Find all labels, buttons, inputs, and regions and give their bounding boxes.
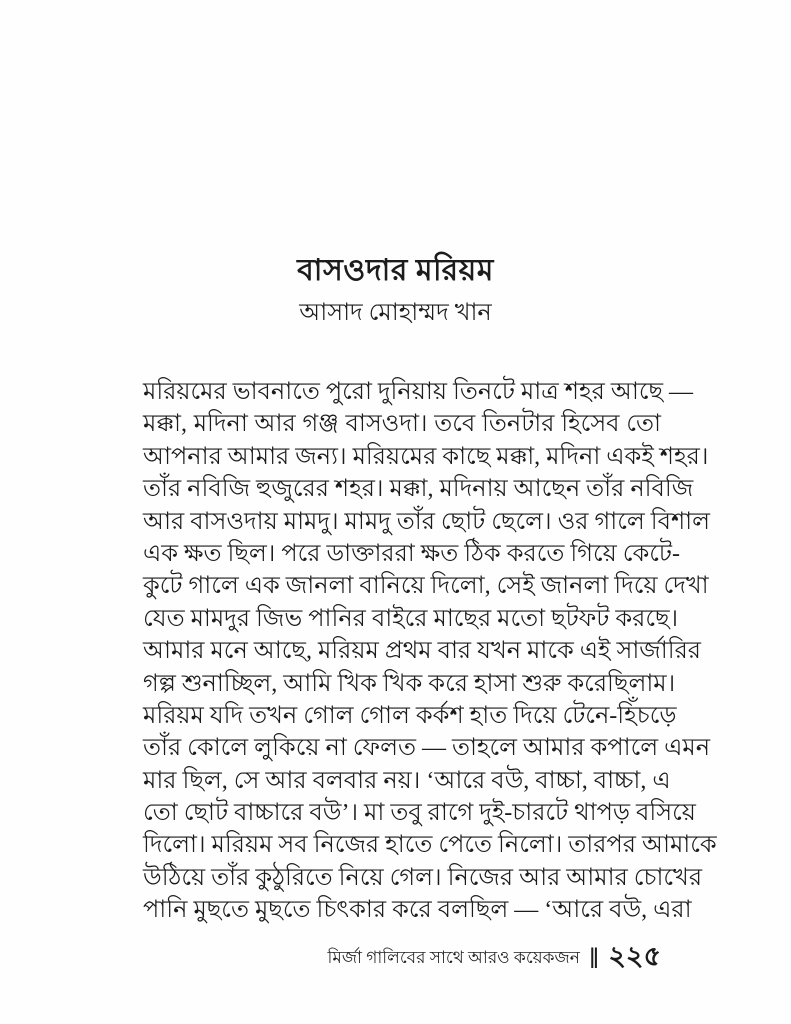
body-line: গল্প শুনাচ্ছিল, আমি খিক খিক করে হাসা শুরু করেছিলাম। xyxy=(143,670,676,697)
body-line: তাঁর কোলে লুকিয়ে না ফেলত — তাহলে আমার কপালে এমন xyxy=(143,735,711,762)
author-name: আসাদ মোহাম্মদ খান xyxy=(299,300,492,326)
body-line: যেত মামদুর জিভ পানির বাইরে মাছের মতো ছটফট করছে। xyxy=(143,605,679,632)
page-number: ২২৫ xyxy=(608,941,661,971)
footer-separator-icon: ‖ xyxy=(589,941,599,975)
body-line: মার ছিল, সে আর বলবার নয়। ‘আরে বউ, বাচ্চা, বাচ্চা, এ xyxy=(143,767,671,794)
body-line: দিলো। মরিয়ম সব নিজের হাতে পেতে নিলো। তারপর আমাকে xyxy=(143,832,717,859)
body-line: এক ক্ষত ছিল। পরে ডাক্তাররা ক্ষত ঠিক করতে গিয়ে কেটে- xyxy=(143,540,680,567)
body-line: কুটে গালে এক জানলা বানিয়ে দিলো, সেই জানলা দিয়ে দেখা xyxy=(143,573,709,600)
body-line: মক্কা, মদিনা আর গঞ্জ বাসওদা। তবে তিনটার হিসেব তো xyxy=(143,411,661,438)
body-line: আপনার আমার জন্য। মরিয়মের কাছে মক্কা, মদিনা একই শহর। xyxy=(143,443,709,470)
body-text xyxy=(143,376,717,927)
body-line: পানি মুছতে মুছতে চিৎকার করে বলছিল — ‘আরে বউ, এরা xyxy=(143,897,692,924)
page-footer xyxy=(328,936,661,981)
page-title: বাসওদার মরিয়ম xyxy=(297,254,494,287)
body-line: মরিয়ম যদি তখন গোল গোল কর্কশ হাত দিয়ে টেনে-হিঁচড়ে xyxy=(143,702,677,729)
body-line: তাঁর নবিজি হুজুরের শহর। মক্কা, মদিনায় আছেন তাঁর নবিজি xyxy=(143,476,694,503)
body-line: আমার মনে আছে, মরিয়ম প্রথম বার যখন মাকে এই সার্জারির xyxy=(143,638,702,665)
body-line: আর বাসওদায় মামদু। মামদু তাঁর ছোট ছেলে। ওর গালে বিশাল xyxy=(143,508,710,535)
body-line: তো ছোট বাচ্চারে বউ’। মা তবু রাগে দুই-চারটে থাপড় বসিয়ে xyxy=(143,800,696,827)
body-line: মরিয়মের ভাবনাতে পুরো দুনিয়ায় তিনটে মাত্র শহর আছে — xyxy=(143,379,694,405)
running-title: মির্জা গালিবের সাথে আরও কয়েকজন xyxy=(327,947,580,967)
body-line: উঠিয়ে তাঁর কুঠুরিতে নিয়ে গেল। নিজের আর আমার চোখের xyxy=(143,864,703,891)
